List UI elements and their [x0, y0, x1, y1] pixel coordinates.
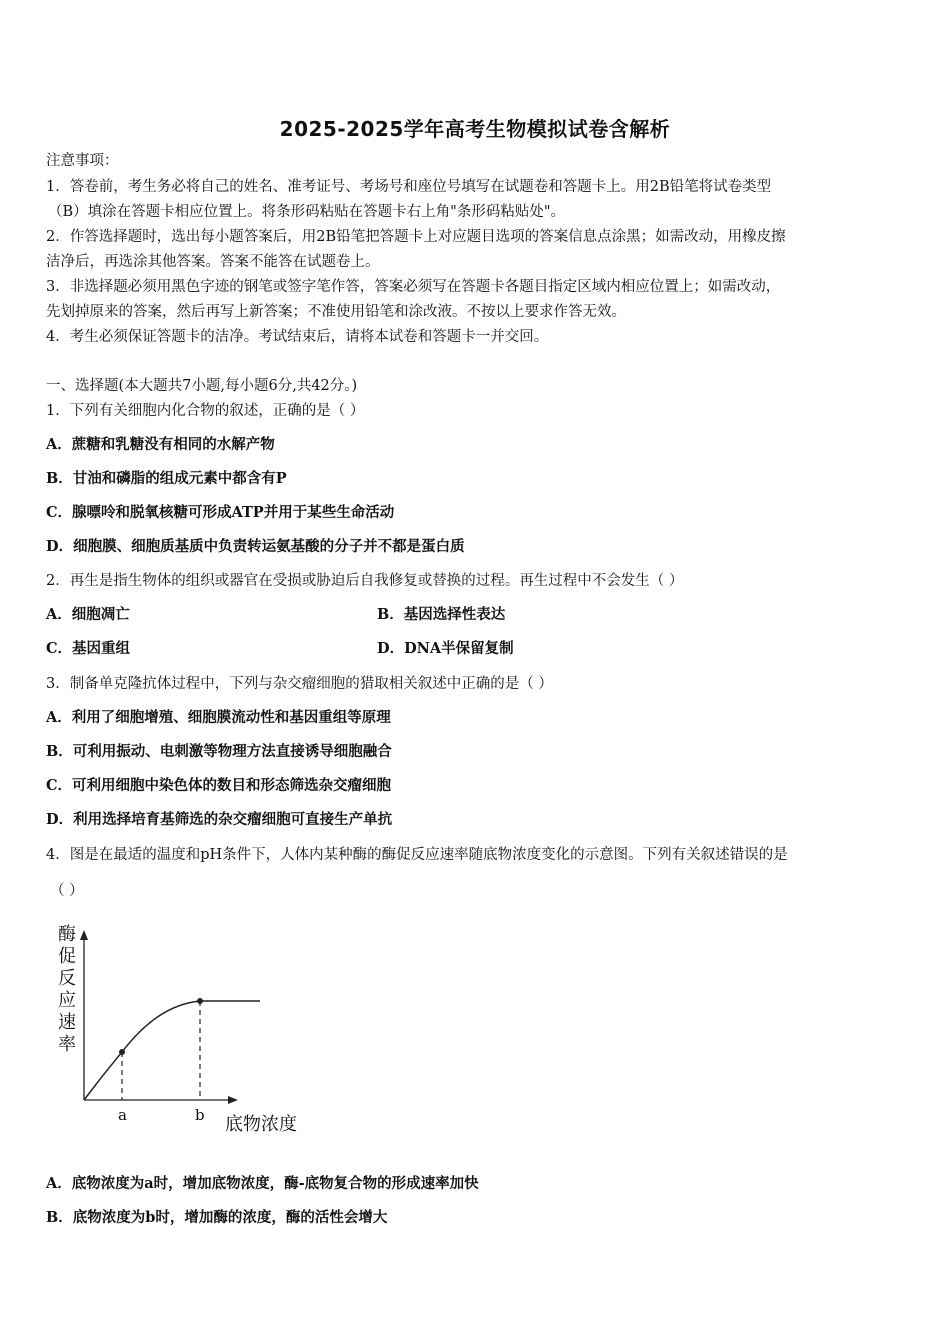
question-2-stem: 2．再生是指生物体的组织或器官在受损或胁迫后自我修复或替换的过程。再生过程中不会发生（ ） — [46, 573, 684, 589]
y-label-char: 反 — [58, 968, 76, 989]
point-b — [197, 998, 203, 1004]
x-tick-b: b — [195, 1106, 205, 1124]
notice-heading: 注意事项： — [46, 153, 119, 169]
question-3-option-a: A．利用了细胞增殖、细胞膜流动性和基因重组等原理 — [46, 709, 391, 726]
enzyme-rate-figure — [50, 922, 310, 1137]
y-label-char: 应 — [58, 990, 76, 1011]
section-heading: 一、选择题(本大题共7小题,每小题6分,共42分。) — [46, 378, 358, 394]
y-axis-label — [56, 924, 78, 1056]
question-1-option-d: D．细胞膜、细胞质基质中负责转运氨基酸的分子并不都是蛋白质 — [46, 538, 465, 555]
question-4-answer-paren: （ ） — [50, 883, 84, 899]
x-tick-a: a — [118, 1106, 127, 1124]
question-4-stem: 4．图是在最适的温度和pH条件下，人体内某种酶的酶促反应速率随底物浓度变化的示意图。下列有关叙述错误的是 — [46, 847, 788, 863]
y-label-char: 酶 — [58, 924, 76, 945]
notice-item-4: 4．考生必须保证答题卡的洁净。考试结束后，请将本试卷和答题卡一并交回。 — [46, 329, 549, 345]
page-title: 2025-2025学年高考生物模拟试卷含解析 — [279, 117, 671, 141]
point-a — [119, 1049, 125, 1055]
y-label-char: 速 — [58, 1012, 76, 1033]
question-1-option-a: A．蔗糖和乳糖没有相同的水解产物 — [46, 436, 275, 453]
x-axis-label: 底物浓度 — [225, 1114, 297, 1135]
question-1-stem: 1．下列有关细胞内化合物的叙述，正确的是（ ） — [46, 403, 365, 419]
x-axis-arrow — [228, 1096, 238, 1104]
question-3-option-c: C．可利用细胞中染色体的数目和形态筛选杂交瘤细胞 — [46, 777, 392, 794]
question-4-option-a: A．底物浓度为a时，增加底物浓度，酶-底物复合物的形成速率加快 — [46, 1175, 479, 1192]
question-2-option-d: D．DNA半保留复制 — [377, 640, 514, 657]
question-3-option-d: D．利用选择培育基筛选的杂交瘤细胞可直接生产单抗 — [46, 811, 393, 828]
question-1-option-b: B．甘油和磷脂的组成元素中都含有P — [46, 470, 287, 487]
rate-curve — [84, 1001, 260, 1100]
question-2-option-c: C．基因重组 — [46, 640, 131, 657]
question-2-option-a: A．细胞凋亡 — [46, 606, 130, 623]
question-1-option-c: C．腺嘌呤和脱氧核糖可形成ATP并用于某些生命活动 — [46, 504, 395, 521]
notice-item-2-line-2: 洁净后，再选涂其他答案。答案不能答在试题卷上。 — [46, 254, 380, 270]
y-label-char: 率 — [58, 1034, 76, 1055]
y-axis-arrow — [80, 930, 88, 940]
notice-item-2-line-1: 2．作答选择题时，选出每小题答案后，用2B铅笔把答题卡上对应题目选项的答案信息点涂黑；如需改动，用橡皮擦 — [46, 229, 786, 245]
notice-item-1-line-2: （B）填涂在答题卡相应位置上。将条形码粘贴在答题卡右上角"条形码粘贴处"。 — [48, 204, 565, 220]
question-3-stem: 3．制备单克隆抗体过程中，下列与杂交瘤细胞的猎取相关叙述中正确的是（ ） — [46, 676, 553, 692]
question-2-option-b: B．基因选择性表达 — [377, 606, 506, 623]
y-label-char: 促 — [58, 946, 76, 967]
question-3-option-b: B．可利用振动、电刺激等物理方法直接诱导细胞融合 — [46, 743, 392, 760]
enzyme-rate-svg — [50, 922, 310, 1137]
notice-item-3-line-2: 先划掉原来的答案，然后再写上新答案；不准使用铅笔和涂改液。不按以上要求作答无效。 — [46, 304, 626, 320]
question-4-option-b: B．底物浓度为b时，增加酶的浓度，酶的活性会增大 — [46, 1209, 388, 1226]
notice-item-1-line-1: 1．答卷前，考生务必将自己的姓名、准考证号、考场号和座位号填写在试题卷和答题卡上。用2B铅笔将试卷类型 — [46, 179, 772, 195]
notice-item-3-line-1: 3．非选择题必须用黑色字迹的钢笔或签字笔作答，答案必须写在答题卡各题目指定区域内相应位置上；如需改动， — [46, 279, 781, 295]
